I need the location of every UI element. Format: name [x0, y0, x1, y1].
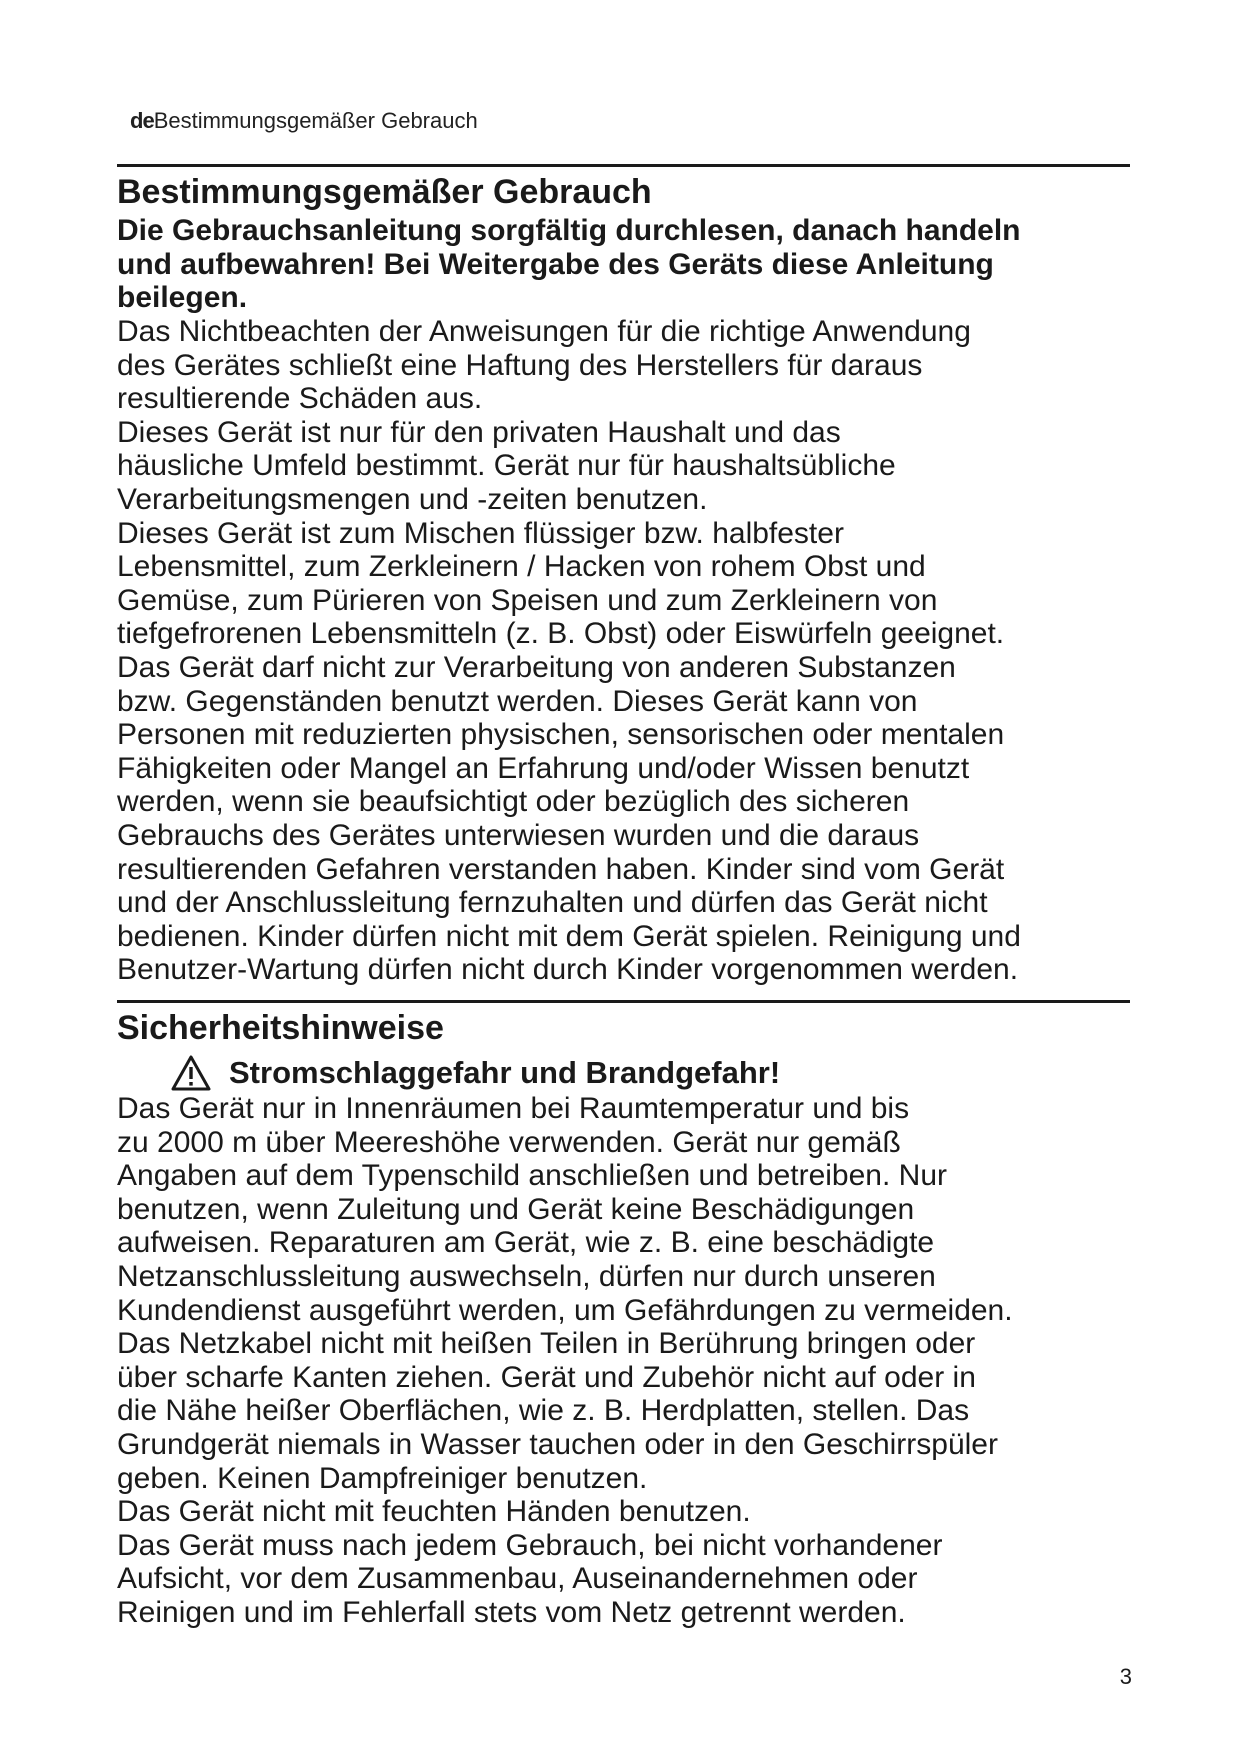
section-intended-use [117, 172, 1137, 987]
text-line: resultierende Schäden aus. [117, 382, 483, 416]
text-line: benutzen, wenn Zuleitung und Gerät keine Beschädigungen [117, 1192, 915, 1226]
text-line: Benutzer-Wartung dürfen nicht durch Kinder vorgenommen werden. [117, 953, 1019, 987]
text-line: bzw. Gegenständen benutzt werden. Dieses Gerät kann von [117, 684, 918, 718]
running-header [130, 108, 478, 134]
header-divider [117, 164, 1130, 167]
text-line: Personen mit reduzierten physischen, sensorischen oder mentalen [117, 718, 1005, 752]
text-line: Kundendienst ausgeführt werden, um Gefährdungen zu vermeiden. [117, 1293, 1013, 1327]
text-line: Das Gerät muss nach jedem Gebrauch, bei nicht vorhandener [117, 1528, 943, 1562]
section-safety [117, 1008, 1137, 1630]
text-line: bedienen. Kinder dürfen nicht mit dem Gerät spielen. Reinigung und [117, 919, 1021, 953]
paragraph-purpose [117, 517, 1137, 987]
text-line: Das Gerät darf nicht zur Verarbeitung von anderen Substanzen [117, 651, 956, 685]
text-line: Gemüse, zum Pürieren von Speisen und zum Zerkleinern von [117, 583, 938, 617]
text-line: Das Gerät nicht mit feuchten Händen benutzen. [117, 1495, 751, 1529]
paragraph-household-use [117, 416, 1137, 517]
text-line: Netzanschlussleitung auswechseln, dürfen nur durch unseren [117, 1259, 936, 1293]
text-line: Das Netzkabel nicht mit heißen Teilen in Berührung bringen oder [117, 1327, 976, 1361]
lead-line: und aufbewahren! Bei Weitergabe des Geräts diese Anleitung [117, 247, 994, 281]
text-line: werden, wenn sie beaufsichtigt oder bezüglich des sicheren [117, 785, 910, 819]
text-line: Aufsicht, vor dem Zusammenbau, Auseinandernehmen oder [117, 1562, 918, 1596]
paragraph-liability [117, 315, 1137, 416]
text-line: zu 2000 m über Meereshöhe verwenden. Gerät nur gemäß [117, 1125, 901, 1159]
text-line: Dieses Gerät ist zum Mischen flüssiger bzw. halbfester [117, 516, 844, 550]
text-line: Fähigkeiten oder Mangel an Erfahrung und/oder Wissen benutzt [117, 751, 970, 785]
warning-title-text: Stromschlaggefahr und Brandgefahr! [229, 1055, 781, 1090]
text-line: Grundgerät niemals in Wasser tauchen oder in den Geschirrspüler [117, 1427, 998, 1461]
page-number: 3 [1119, 1664, 1132, 1689]
text-line: Das Nichtbeachten der Anweisungen für die richtige Anwendung [117, 315, 971, 349]
text-line: Reinigen und im Fehlerfall stets vom Netz getrennt werden. [117, 1595, 906, 1629]
text-line: resultierenden Gefahren verstanden haben. Kinder sind vom Gerät [117, 852, 1005, 886]
paragraph-electrical-safety [117, 1092, 1137, 1495]
text-line: aufweisen. Reparaturen am Gerät, wie z. B. eine beschädigte [117, 1226, 935, 1260]
text-line: Verarbeitungsmengen und -zeiten benutzen. [117, 483, 708, 517]
text-line: die Nähe heißer Oberflächen, wie z. B. Herdplatten, stellen. Das [117, 1394, 970, 1428]
running-title: Bestimmungsgemäßer Gebrauch [153, 108, 478, 133]
text-line: und der Anschlussleitung fernzuhalten und dürfen das Gerät nicht [117, 886, 988, 920]
text-line: tiefgefrorenen Lebensmitteln (z. B. Obst) oder Eiswürfeln geeignet. [117, 617, 1005, 651]
text-line: über scharfe Kanten ziehen. Gerät und Zubehör nicht auf oder in [117, 1360, 976, 1394]
lead-line: Die Gebrauchsanleitung sorgfältig durchlesen, danach handeln [117, 214, 1021, 247]
lead-text [117, 214, 1137, 315]
text-line: Dieses Gerät ist nur für den privaten Haushalt und das [117, 415, 841, 449]
text-line: Lebensmittel, zum Zerkleinern / Hacken von rohem Obst und [117, 550, 926, 584]
warning-heading [171, 1054, 1137, 1092]
lead-line: beilegen. [117, 281, 248, 315]
text-line: Das Gerät nur in Innenräumen bei Raumtemperatur und bis [117, 1092, 910, 1125]
section-title-intended-use: Bestimmungsgemäßer Gebrauch [117, 173, 652, 211]
warning-triangle-icon [171, 1055, 211, 1091]
section-divider [117, 1000, 1130, 1003]
text-line: Angaben auf dem Typenschild anschließen und betreiben. Nur [117, 1159, 947, 1193]
text-line: Gebrauchs des Gerätes unterwiesen wurden und die daraus [117, 819, 920, 853]
section-title-safety: Sicherheitshinweise [117, 1009, 444, 1047]
text-line: häusliche Umfeld bestimmt. Gerät nur für haushaltsübliche [117, 449, 896, 483]
language-code: de [130, 108, 154, 133]
text-line: geben. Keinen Dampfreiniger benutzen. [117, 1461, 648, 1495]
paragraph-wet-hands [117, 1495, 1137, 1529]
paragraph-disconnect [117, 1529, 1137, 1630]
text-line: des Gerätes schließt eine Haftung des Herstellers für daraus [117, 348, 923, 382]
